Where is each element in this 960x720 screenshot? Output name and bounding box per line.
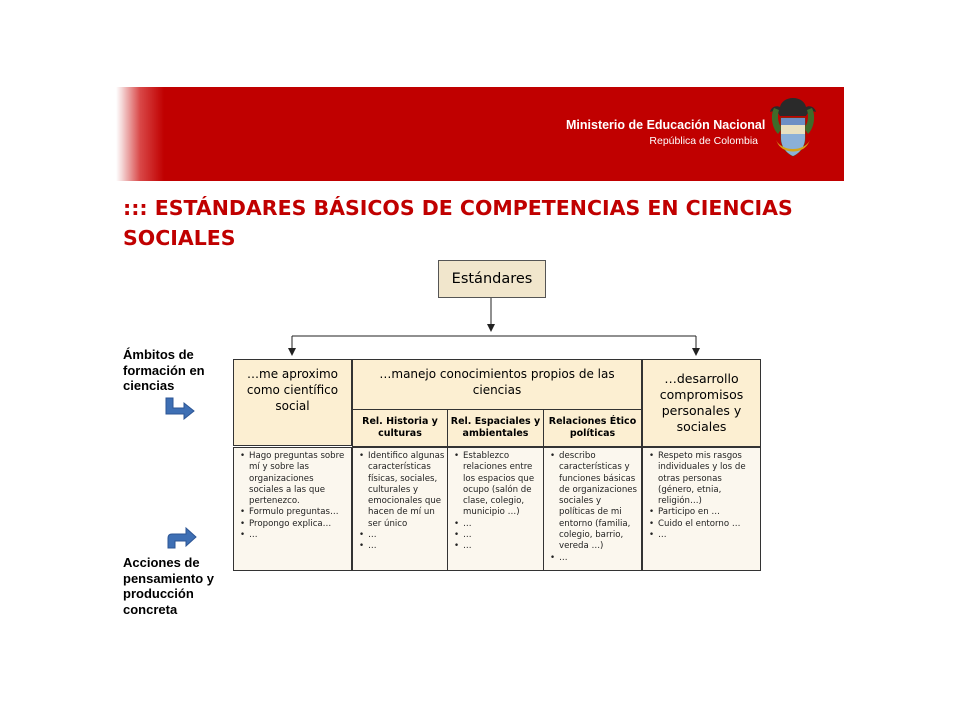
list-item: • … (454, 541, 541, 552)
category-cientifico: …me aproximo como científico social (233, 359, 352, 446)
ministry-name: Ministerio de Educación Nacional (566, 118, 766, 132)
estandares-box: Estándares (438, 260, 546, 298)
acciones-label: Acciones de pensamiento y producción concreta (123, 555, 215, 617)
list-item: • Hago preguntas sobre mí y sobre las organizaciones sociales a las que pertenezco. (240, 451, 349, 507)
actions-col-2 (352, 447, 448, 571)
page-title: ::: ESTÁNDARES BÁSICOS DE COMPETENCIAS EN CIENCIAS SOCIALES (123, 196, 793, 250)
list-item: • Establezco relaciones entre los espacios que ocupo (salón de clase, colegio, municipio …) (454, 451, 541, 519)
list-item: • … (550, 553, 639, 564)
actions-col-3 (447, 447, 544, 571)
list-item: • … (359, 541, 445, 552)
list-item: • Identifico algunas características físicas, sociales, culturales y emocionales que hacen de mí un ser único (359, 451, 445, 530)
category-conocimientos: …manejo conocimientos propios de las ciencias (352, 359, 642, 410)
list-item: • … (454, 530, 541, 541)
actions-col-4 (543, 447, 642, 571)
actions-col-1 (233, 447, 352, 571)
list-item: • Formulo preguntas… (240, 507, 349, 518)
subcategory-etico: Relaciones Ético políticas (543, 409, 642, 447)
list-item: • … (240, 530, 349, 541)
list-item: • … (359, 530, 445, 541)
list-item: • … (454, 519, 541, 530)
ambitos-label: Ámbitos de formación en ciencias (123, 347, 205, 393)
actions-col-5 (642, 447, 761, 571)
subcategory-historia: Rel. Historia y culturas (352, 409, 448, 447)
category-compromisos: …desarrollo compromisos personales y sociales (642, 359, 761, 447)
list-item: • Participo en … (649, 507, 758, 518)
country-name: República de Colombia (649, 135, 758, 147)
list-item: • Propongo explica… (240, 519, 349, 530)
list-item: • Cuido el entorno … (649, 519, 758, 530)
list-item: • describo características y funciones básicas de organizaciones sociales y políticas de mi entorno (familia, colegio, barrio, vereda …) (550, 451, 639, 553)
list-item: • … (649, 530, 758, 541)
list-item: • Respeto mis rasgos individuales y los de otras personas (género, etnia, religión…) (649, 451, 758, 507)
subcategory-espaciales: Rel. Espaciales y ambientales (447, 409, 544, 447)
